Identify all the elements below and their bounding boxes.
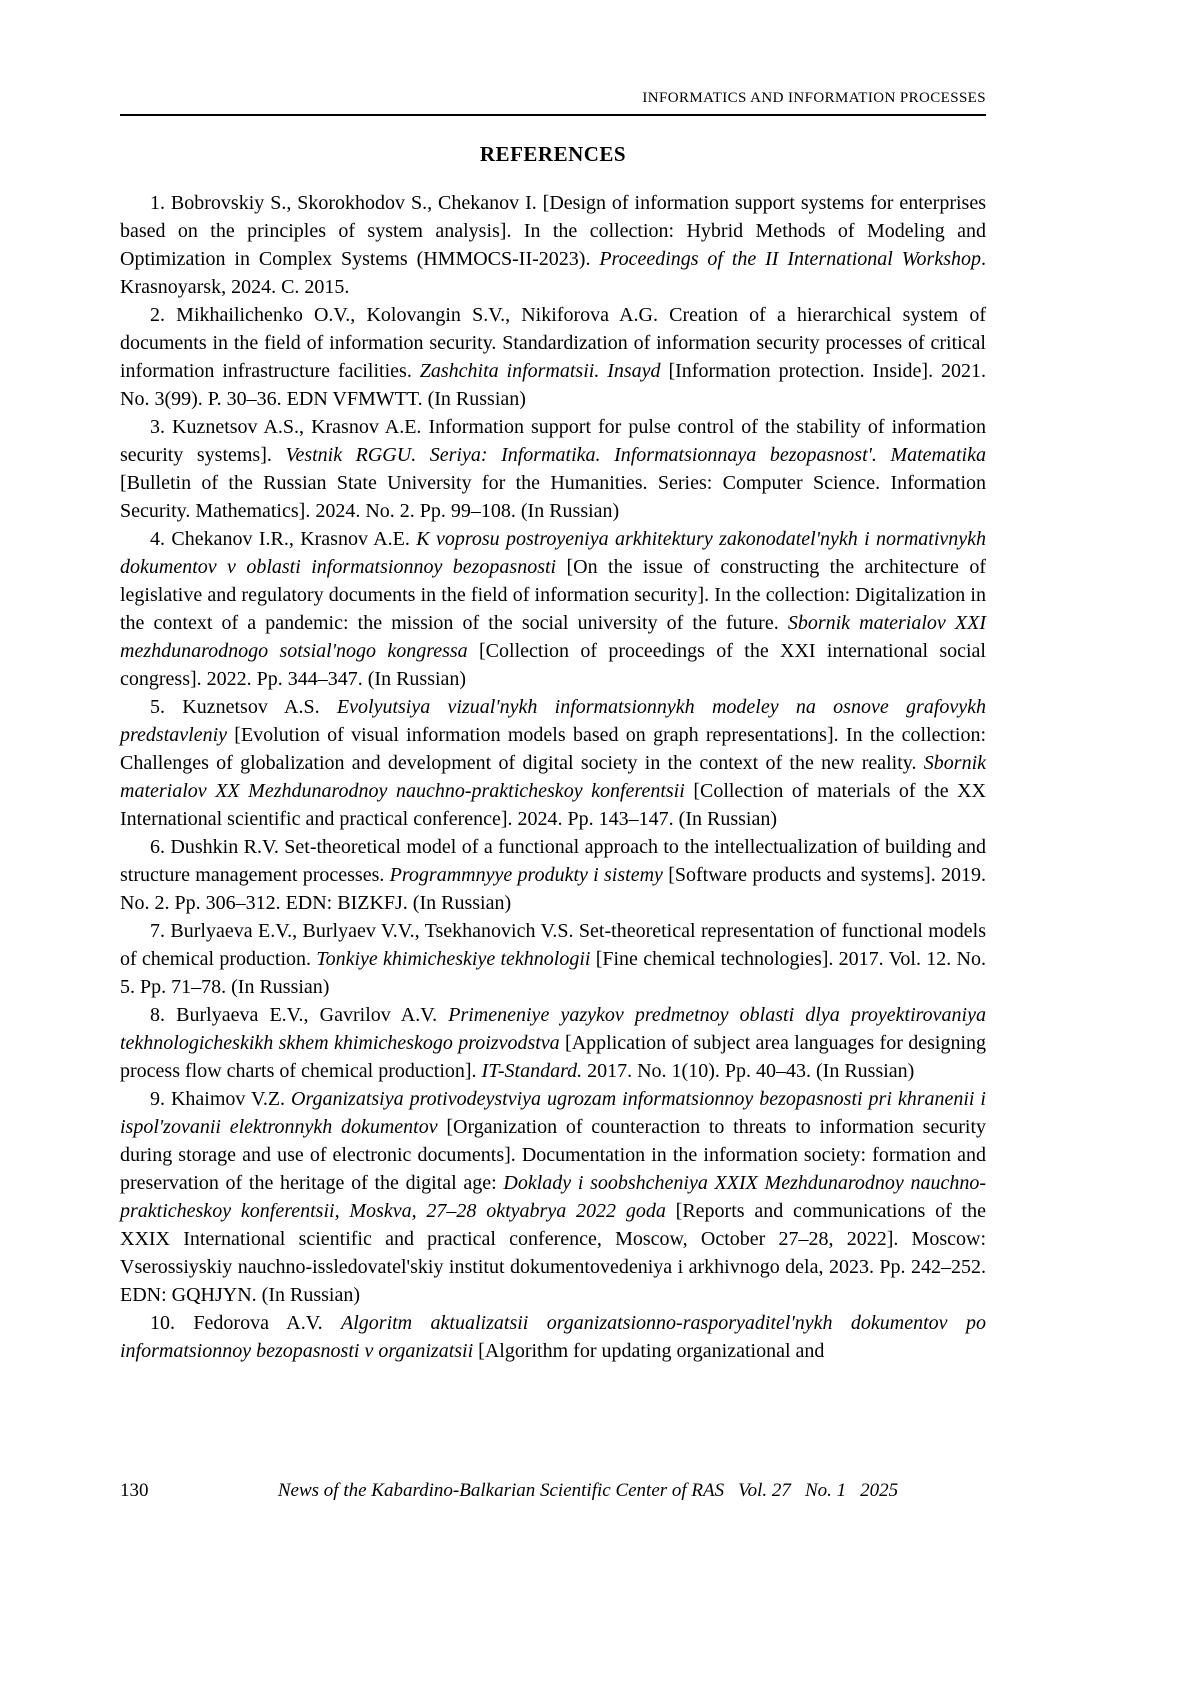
- reference-item: [120, 917, 986, 1001]
- reference-item: [120, 189, 986, 301]
- reference-text-segment: [Evolution of visual information models based on graph representations]. In the collection: Challenges of globalization and development of digital society in the context of the new reality.: [120, 724, 986, 774]
- reference-italic-segment: Doklady i soobshcheniya XXIX Mezhdunarodnoy nauchno-prakticheskoy konferentsii, Moskva, 27–28 oktyabrya 2022 goda: [120, 1172, 986, 1222]
- reference-text-segment: 4. Chekanov I.R., Krasnov A.E.: [150, 528, 417, 550]
- running-header-text: INFORMATICS AND INFORMATION PROCESSES: [642, 90, 986, 106]
- journal-line: [120, 1480, 986, 1502]
- reference-text-segment: [Fine chemical technologies]. 2017. Vol. 12. No. 5. Pp. 71–78. (In Russian): [120, 948, 986, 998]
- reference-text-segment: [Reports and communications of the XXIX International scientific and practical conference, Moscow, October 27–28, 2022]. Moscow: Vserossiyskiy nauchno-issledovatel'skiy institut dokumentovedeniya i arkhivnogo dela, 2023. Pp. 242–252. EDN: GQHJYN. (In Russian): [120, 1200, 986, 1306]
- reference-item: [120, 833, 986, 917]
- reference-italic-segment: Programmnyye produkty i sistemy: [389, 864, 663, 886]
- reference-italic-segment: Sbornik materialov XXI mezhdunarodnogo sotsial'nogo kongressa: [120, 612, 986, 662]
- reference-italic-segment: Vestnik RGGU. Seriya: Informatika. Informatsionnaya bezopasnost'. Matematika: [285, 444, 986, 466]
- reference-text-segment: [Bulletin of the Russian State University for the Humanities. Series: Computer Science. Information Security. Mathematics]. 2024. No. 2. Pp. 99–108. (In Russian): [120, 472, 986, 522]
- page-footer: [120, 1480, 986, 1502]
- page-number: 130: [120, 1480, 149, 1501]
- reference-text-segment: 9. Khaimov V.Z.: [150, 1088, 292, 1110]
- reference-text-segment: 10. Fedorova A.V.: [150, 1312, 342, 1334]
- reference-text-segment: 6. Dushkin R.V. Set-theoretical model of a functional approach to the intellectualization of building and structure management processes.: [120, 836, 986, 886]
- reference-text-segment: [Algorithm for updating organizational and: [473, 1340, 825, 1362]
- reference-item: [120, 525, 986, 693]
- reference-text-segment: 5. Kuznetsov A.S.: [150, 696, 337, 718]
- reference-italic-segment: Organizatsiya protivodeystviya ugrozam informatsionnoy bezopasnosti pri khranenii i ispol'zovanii elektronnykh dokumentov: [120, 1088, 986, 1138]
- reference-text-segment: [Information protection. Inside]. 2021. No. 3(99). P. 30–36. EDN VFMWTT. (In Russian): [120, 360, 986, 410]
- reference-italic-segment: Primeneniye yazykov predmetnoy oblasti dlya proyektirovaniya tekhnologicheskikh skhem khimicheskogo proizvodstva: [120, 1004, 986, 1054]
- reference-text-segment: [On the issue of constructing the architecture of legislative and regulatory documents in the field of information security]. In the collection: Digitalization in the context of a pandemic: the mission of the social university of the future.: [120, 556, 986, 634]
- journal-year: 2025: [860, 1480, 899, 1501]
- reference-item: [120, 413, 986, 525]
- reference-text-segment: 2017. No. 1(10). Pp. 40–43. (In Russian): [582, 1060, 915, 1082]
- reference-text-segment: [Collection of proceedings of the XXI international social congress]. 2022. Pp. 344–347. (In Russian): [120, 640, 986, 690]
- reference-item: [120, 1085, 986, 1309]
- reference-text-segment: . Krasnoyarsk, 2024. C. 2015.: [120, 248, 986, 298]
- reference-italic-segment: Tonkiye khimicheskiye tekhnologii: [316, 948, 591, 970]
- reference-italic-segment: IT-Standard.: [481, 1060, 583, 1082]
- document-page: [120, 0, 986, 1365]
- reference-item: [120, 1309, 986, 1365]
- section-title: REFERENCES: [479, 142, 627, 166]
- reference-text-segment: 7. Burlyaeva E.V., Burlyaev V.V., Tsekhanovich V.S. Set-theoretical representation of functional models of chemical production.: [120, 920, 986, 970]
- reference-text-segment: 8. Burlyaeva E.V., Gavrilov A.V.: [150, 1004, 449, 1026]
- reference-text-segment: [Collection of materials of the XX International scientific and practical conference]. 2024. Pp. 143–147. (In Russian): [120, 780, 986, 830]
- reference-text-segment: [Organization of counteraction to threats to information security during storage and use of electronic documents]. Documentation in the information society: formation and preservation of the heritage of the digital age:: [120, 1116, 986, 1194]
- reference-italic-segment: Evolyutsiya vizual'nykh informatsionnykh modeley na osnove grafovykh predstavleniy: [120, 696, 986, 746]
- reference-italic-segment: K voprosu postroyeniya arkhitektury zakonodatel'nykh i normativnykh dokumentov v oblasti informatsionnoy bezopasnosti: [120, 528, 987, 578]
- reference-italic-segment: Proceedings of the II International Workshop: [599, 248, 981, 270]
- journal-issue: No. 1: [804, 1480, 847, 1501]
- reference-italic-segment: Algoritm aktualizatsii organizatsionno-rasporyaditel'nykh dokumentov po informatsionnoy bezopasnosti v organizatsii: [120, 1312, 986, 1362]
- reference-italic-segment: Zashchita informatsii. Insayd: [419, 360, 661, 382]
- reference-item: [120, 693, 986, 833]
- reference-text-segment: 2. Mikhailichenko O.V., Kolovangin S.V., Nikiforova A.G. Creation of a hierarchical system of documents in the field of information security. Standardization of information security processes of critical information infrastructure facilities.: [120, 304, 986, 382]
- reference-text-segment: [Application of subject area languages for designing process flow charts of chemical production].: [120, 1032, 987, 1082]
- reference-text-segment: 1. Bobrovskiy S., Skorokhodov S., Chekanov I. [Design of information support systems for enterprises based on the principles of system analysis]. In the collection: Hybrid Methods of Modeling and Optimization in Complex Systems (HMMOCS-II-2023).: [120, 192, 986, 270]
- reference-italic-segment: Sbornik materialov XX Mezhdunarodnoy nauchno-prakticheskoy konferentsii: [120, 752, 986, 802]
- running-header: [120, 90, 986, 116]
- reference-item: [120, 301, 986, 413]
- references-list: [120, 189, 986, 1365]
- reference-text-segment: [Software products and systems]. 2019. No. 2. Pp. 306–312. EDN: BIZKFJ. (In Russian): [120, 864, 986, 914]
- journal-volume: Vol. 27: [738, 1480, 791, 1501]
- journal-title: News of the Kabardino-Balkarian Scientific Center of RAS: [277, 1480, 725, 1501]
- reference-text-segment: 3. Kuznetsov A.S., Krasnov A.E. Information support for pulse control of the stability of information security systems].: [120, 416, 986, 466]
- reference-item: [120, 1001, 986, 1085]
